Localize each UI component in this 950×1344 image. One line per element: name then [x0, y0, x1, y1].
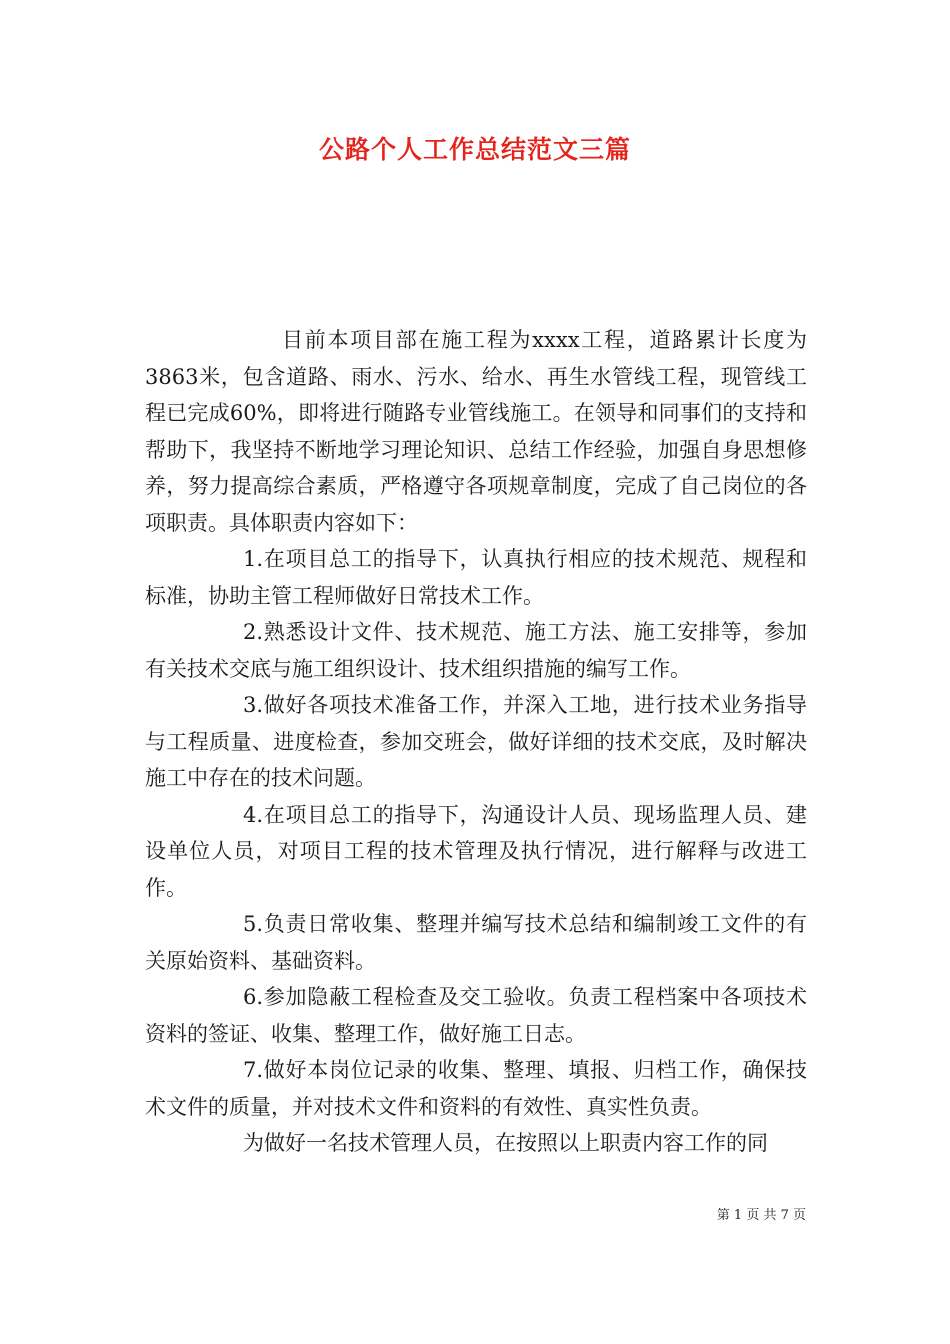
duty-item-1: 1.在项目总工的指导下，认真执行相应的技术规范、规程和标准，协助主管工程师做好日常技术工作。 — [145, 547, 807, 608]
duty-item-2: 2.熟悉设计文件、技术规范、施工方法、施工安排等，参加有关技术交底与施工组织设计、技术组织措施的编写工作。 — [145, 620, 807, 681]
duty-item-3: 3.做好各项技术准备工作，并深入工地，进行技术业务指导与工程质量、进度检查，参加交班会，做好详细的技术交底，及时解决施工中存在的技术问题。 — [145, 693, 807, 790]
page-number: 第 1 页 共 7 页 — [716, 1208, 806, 1223]
duty-item-6: 6.参加隐蔽工程检查及交工验收。负责工程档案中各项技术资料的签证、收集、整理工作，做好施工日志。 — [145, 985, 807, 1046]
paragraph-intro: 目前本项目部在施工程为xxxx工程，道路累计长度为3863米，包含道路、雨水、污水、给水、再生水管线工程，现管线工程已完成60%，即将进行随路专业管线施工。在领导和同事们的支持和帮助下，我坚持不断地学习理论知识、总结工作经验，加强自身思想修养，努力提高综合素质，严格遵守各项规章制度，完成了自己岗位的各项职责。具体职责内容如下： — [145, 328, 807, 535]
duty-item-7: 7.做好本岗位记录的收集、整理、填报、归档工作，确保技术文件的质量，并对技术文件和资料的有效性、真实性负责。 — [145, 1058, 807, 1119]
duty-item-4: 4.在项目总工的指导下，沟通设计人员、现场监理人员、建设单位人员，对项目工程的技术管理及执行情况，进行解释与改进工作。 — [145, 802, 807, 900]
document-body — [145, 322, 807, 1162]
document-title: 公路个人工作总结范文三篇 — [318, 135, 631, 164]
paragraph-closing: 为做好一名技术管理人员，在按照以上职责内容工作的同 — [243, 1131, 768, 1155]
duty-item-5: 5.负责日常收集、整理并编写技术总结和编制竣工文件的有关原始资料、基础资料。 — [145, 912, 807, 973]
